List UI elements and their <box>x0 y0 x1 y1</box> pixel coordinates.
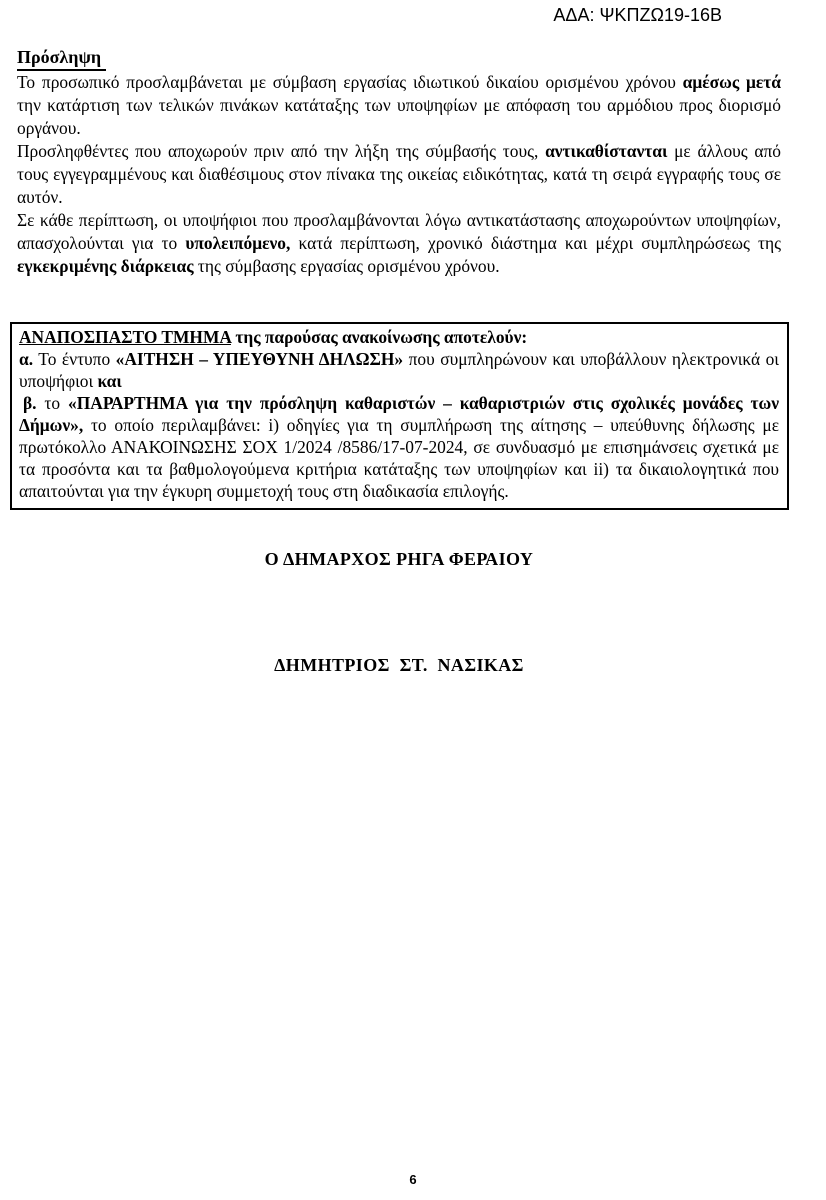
paragraph-hiring-terms <box>17 71 781 140</box>
text-run: με άλλους από τους εγγεγραμμένους και διαθέσιμους στον πίνακα της οικείας ειδικότητας, κατά τη σειρά εγγραφής τους σε αυτόν. <box>17 141 781 207</box>
text-run: β. <box>23 393 37 413</box>
text-run: α. <box>19 349 34 369</box>
text-run: ΑΝΑΠΟΣΠΑΣΤΟ ΤΜΗΜΑ <box>19 327 231 347</box>
text-run: αντικαθίστανται <box>545 141 668 161</box>
text-run: Το προσωπικό προσλαμβάνεται με σύμβαση εργασίας ιδιωτικού δικαίου ορισμένου χρόνου <box>17 72 683 92</box>
paragraph-remaining-duration <box>17 209 781 278</box>
document-body <box>17 46 781 677</box>
text-run: Προσληφθέντες που αποχωρούν πριν από την λήξη της σύμβασής τους, <box>17 141 546 161</box>
text-run: το οποίο περιλαμβάνει: i) οδηγίες για τη συμπλήρωση της αίτησης – υπεύθυνης δήλωσης με πρωτόκολλο ΑΝΑΚΟΙΝΩΣΗΣ ΣΟΧ 1/2024 /8586/17-07-2024, σε συνδυασμό με επισημάνσεις σχετικά με τα προσόντα και τα βαθμολογούμενα κριτήρια κατάταξης των υποψηφίων και ii) τα δικαιολογητικά που απαιτούνται για την έγκυρη συμμετοχή τους στη διαδικασία επιλογής. <box>19 415 779 501</box>
signature-title-mayor: Ο ΔΗΜΑΡΧΟΣ ΡΗΓΑ ΦΕΡΑΙΟΥ <box>264 549 534 569</box>
section-heading-proslipsi: Πρόσληψη <box>17 46 106 71</box>
text-run: και <box>97 371 122 391</box>
text-run: Το έντυπο <box>33 349 116 369</box>
page-number: 6 <box>409 1172 417 1187</box>
box-paragraph-intro <box>19 326 779 348</box>
text-run: της παρούσας ανακοίνωσης αποτελούν: <box>230 327 528 347</box>
signature-name: ΔΗΜΗΤΡΙΟΣ ΣΤ. ΝΑΣΙΚΑΣ <box>274 655 524 675</box>
text-run: που συμπληρώνουν και υποβάλλουν ηλεκτρονικά οι υποψήφιοι <box>19 349 779 391</box>
text-run: της σύμβασης εργασίας ορισμένου χρόνου. <box>193 256 500 276</box>
box-paragraph-item-b <box>19 392 779 502</box>
section-heading-row <box>17 46 781 71</box>
text-run: «ΑΙΤΗΣΗ – ΥΠΕΥΘΥΝΗ ΔΗΛΩΣΗ» <box>115 349 404 369</box>
text-run: Σε κάθε περίπτωση, οι υποψήφιοι που προσλαμβάνονται λόγω αντικατάστασης αποχωρούντων υποψηφίων, απασχολούνται για το <box>17 210 781 253</box>
ada-code: ΑΔΑ: ΨΚΠΖΩ19-16Β <box>553 5 722 25</box>
text-run: εγκεκριμένης διάρκειας <box>17 256 194 276</box>
box-paragraph-item-a <box>19 348 779 392</box>
text-run: το <box>36 393 69 413</box>
text-run: την κατάρτιση των τελικών πινάκων κατάταξης των υποψηφίων με απόφαση του αρμόδιου προς διορισμό οργάνου. <box>17 95 781 138</box>
integral-part-box <box>10 322 789 510</box>
text-run: υπολειπόμενο, <box>185 233 291 253</box>
text-run: κατά περίπτωση, χρονικό διάστημα και μέχρι συμπληρώσεως της <box>290 233 781 253</box>
text-run: «ΠΑΡΑΡΤΗΜΑ για την πρόσληψη καθαριστών – καθαριστριών στις σχολικές μονάδες των Δήμων», <box>19 393 779 435</box>
paragraph-replacement <box>17 140 781 209</box>
text-run: αμέσως μετά <box>682 72 781 92</box>
